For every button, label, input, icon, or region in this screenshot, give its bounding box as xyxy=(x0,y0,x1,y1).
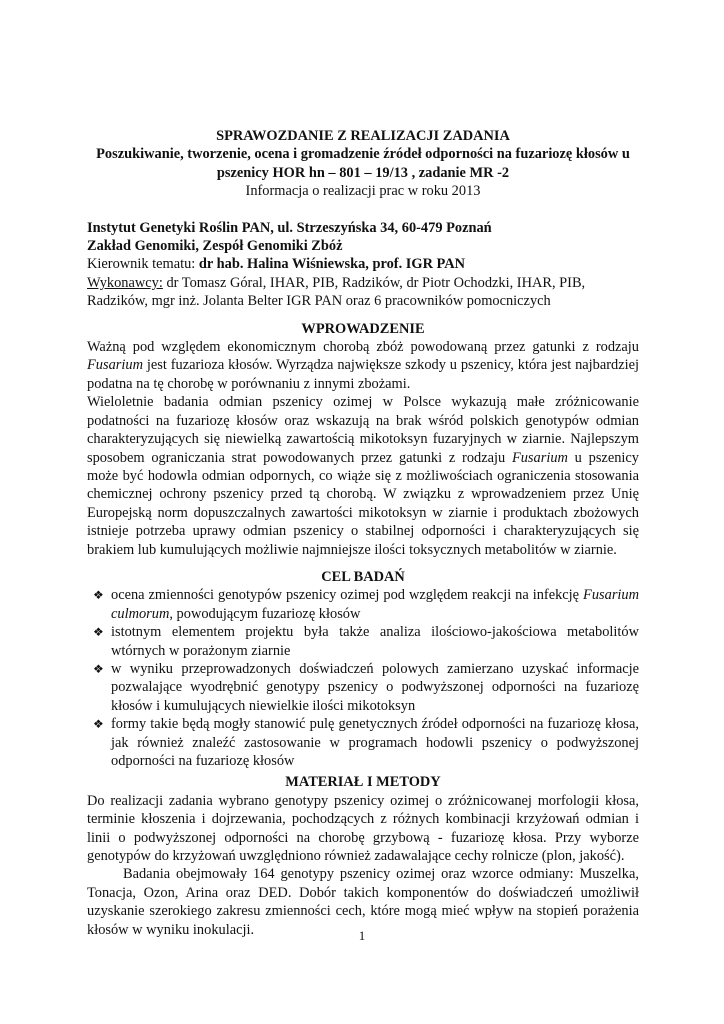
intro-heading: WPROWADZENIE xyxy=(301,320,425,337)
diamond-bullet-icon: ❖ xyxy=(93,588,104,603)
title-line-1: SPRAWOZDANIE Z REALIZACJI ZADANIA xyxy=(216,128,510,144)
list-item: ❖ formy takie będą mogły stanowić pulę genetycznych źródeł odporności na fuzariozę kłosa, jak również znaleźć zastosowanie w programach hodowli pszenicy o podwyższonej odporności na fuzariozę kłosów xyxy=(93,716,639,769)
institution-address: Instytut Genetyki Roślin PAN, ul. Strzeszyńska 34, 60-479 Poznań xyxy=(87,219,492,236)
intro-paragraph-1: Ważną pod względem ekonomicznym chorobą zbóż powodowaną przez gatunki z rodzaju Fusarium jest fuzarioza kłosów. Wyrządza największe szkody u pszenicy, która jest najbardziej podatna na tę chorobę w porównaniu z innymi zbożami. xyxy=(87,339,639,392)
goals-heading: CEL BADAŃ xyxy=(321,568,405,585)
manager-label: Kierownik tematu: xyxy=(87,256,199,273)
project-manager xyxy=(87,255,639,273)
list-item: ❖ istotnym elementem projektu była także analiza ilościowo-jakościowa metabolitów wtórnych w porażonym ziarnie xyxy=(93,624,639,659)
contractors xyxy=(87,274,639,311)
goals-list xyxy=(87,586,639,770)
diamond-bullet-icon: ❖ xyxy=(93,717,104,732)
intro-paragraph-2: Wieloletnie badania odmian pszenicy ozimej w Polsce wykazują małe zróżnicowanie podatności na fuzariozę kłosów oraz wskazują na brak wśród polskich genotypów odmian charakteryzujących się niewielką zawartością mikotoksyn fuzaryjnych w ziarnie. Najlepszym sposobem ograniczania strat powodowanych przez gatunki z rodzaju Fusarium u pszenicy może być hodowla odmian odpornych, co wiąże się z możliwościach ograniczenia stosowania chemicznej ochrony pszenicy przed tą chorobą. W związku z wprowadzeniem przez Unię Europejską norm dopuszczalnych zawartości mikotoksyn w ziarnie i produktach zbożowych istnieje potrzeba uprawy odmian pszenicy o stabilnej odporności i charakteryzujących się brakiem lub kumulujących możliwie najmniejsze ilości toksycznych metabolitów w ziarnie. xyxy=(87,394,639,558)
list-item: ❖ w wyniku przeprowadzonych doświadczeń polowych zamierzano uzyskać informacje pozwalające wyodrębnić genotypy pszenicy o podwyższonej odporności na fuzariozę kłosów i kumulujących niewielkie ilości mikotoksyn xyxy=(93,660,639,714)
diamond-bullet-icon: ❖ xyxy=(93,661,104,676)
methods-paragraph-2: Badania obejmowały 164 genotypy pszenicy ozimej oraz wzorce odmiany: Muszelka, Tonacja, Ozon, Arina oraz DED. Dobór takich komponentów do doświadczeń umożliwił uzyskanie szerokiego zakresu zmienności cech, które mogą mieć wpływ na stopień porażenia kłosów w wyniku inokulacji. xyxy=(87,866,639,938)
institution-department: Zakład Genomiki, Zespół Genomiki Zbóż xyxy=(87,238,343,255)
manager-name: dr hab. Halina Wiśniewska, prof. IGR PAN xyxy=(198,256,466,273)
institution-block xyxy=(87,219,639,311)
page-number: 1 xyxy=(358,928,366,943)
report-title xyxy=(87,127,639,182)
methods-heading: MATERIAŁ I METODY xyxy=(285,774,441,791)
diamond-bullet-icon: ❖ xyxy=(93,625,104,640)
page-content xyxy=(87,127,639,939)
contractors-label: Wykonawcy: xyxy=(87,274,163,291)
methods-paragraph-1: Do realizacji zadania wybrano genotypy pszenicy ozimej o zróżnicowanej morfologii kłosa, terminie kłoszenia i dojrzewania, pochodzących z różnych kombinacji krzyżowań odmian i linii o podwyższonej odporności na chorobę grzybową - fuzariozę kłosa. Przy wyborze genotypów do krzyżowań uwzględniono również zadawalające cechy rolnicze (plon, jakość). xyxy=(87,792,639,865)
title-line-3: pszenicy HOR hn – 801 – 19/13 , zadanie MR -2 xyxy=(216,164,510,181)
contractors-text: dr Tomasz Góral, IHAR, PIB, Radzików, dr Piotr Ochodzki, IHAR, PIB, Radzików, mgr inż. Jolanta Belter IGR PAN oraz 6 pracowników pomocniczych xyxy=(87,274,586,310)
report-subtitle: Informacja o realizacji prac w roku 2013 xyxy=(245,183,481,200)
list-item: ❖ ocena zmienności genotypów pszenicy ozimej pod względem reakcji na infekcję Fusarium culmorum, powodującym fuzariozę kłosów xyxy=(93,587,639,622)
title-line-2: Poszukiwanie, tworzenie, ocena i gromadzenie źródeł odporności na fuzariozę kłosów u xyxy=(96,146,630,163)
